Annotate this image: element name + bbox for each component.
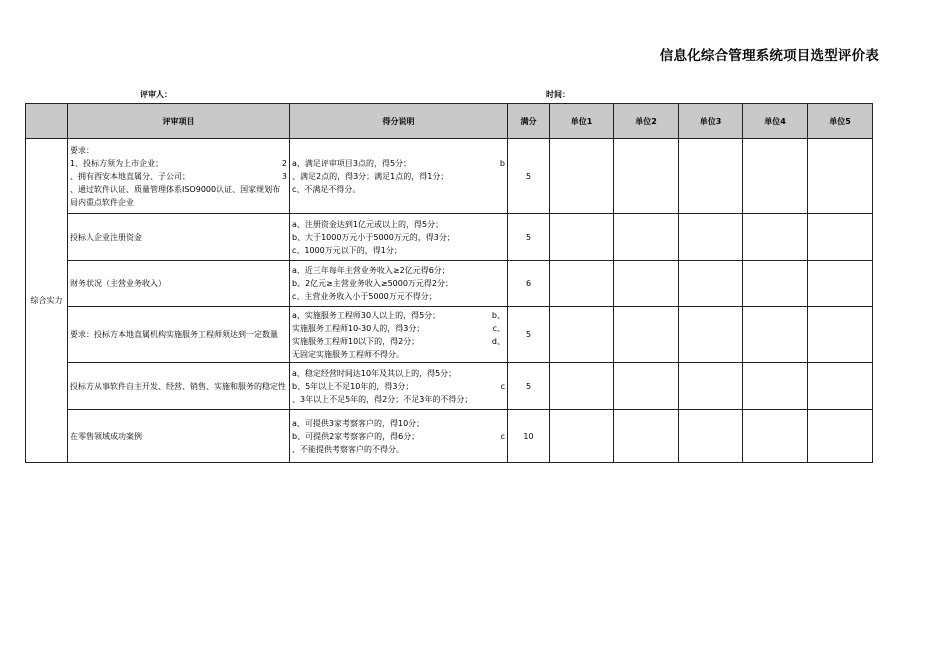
desc-cell (290, 139, 508, 214)
header-desc: 得分说明 (290, 104, 508, 139)
item-cell (68, 363, 290, 410)
desc-line (292, 309, 505, 322)
item-text: 在零售领域成功案例 (70, 431, 142, 441)
reviewer-label: 评审人： (140, 90, 172, 99)
desc-line (292, 231, 505, 244)
desc-line (292, 430, 505, 443)
full-score-cell: 5 (508, 139, 550, 214)
category-cell: 综合实力 (26, 139, 68, 463)
unit4-score-cell[interactable] (743, 363, 808, 410)
header-unit5: 单位5 (808, 104, 873, 139)
unit4-score-cell[interactable] (743, 410, 808, 463)
desc-cell (290, 214, 508, 261)
item-text: 要求： (70, 145, 94, 155)
table-row (26, 214, 873, 261)
unit3-score-cell[interactable] (679, 363, 743, 410)
item-line (70, 170, 287, 183)
item-cell (68, 139, 290, 214)
unit3-score-cell[interactable] (679, 261, 743, 307)
unit2-score-cell[interactable] (614, 363, 679, 410)
item-cell (68, 261, 290, 307)
desc-text: c、1000万元以下的，得1分； (292, 245, 402, 255)
desc-tail: c (500, 431, 505, 441)
desc-cell (290, 410, 508, 463)
desc-line (292, 322, 505, 335)
header-row (26, 104, 873, 139)
item-text: 1、投标方须为上市企业； (70, 158, 164, 168)
unit3-score-cell[interactable] (679, 214, 743, 261)
unit3-score-cell[interactable] (679, 410, 743, 463)
item-line (70, 157, 287, 170)
desc-text: 实施服务工程师10以下的，得2分； (292, 336, 420, 346)
full-score-cell: 6 (508, 261, 550, 307)
item-cell (68, 214, 290, 261)
desc-text: 、3年以上不足5年的，得2分；不足3年的不得分； (292, 394, 473, 404)
desc-cell (290, 363, 508, 410)
desc-line (292, 348, 505, 361)
unit2-score-cell[interactable] (614, 307, 679, 363)
header-unit1: 单位1 (550, 104, 614, 139)
desc-line (292, 264, 505, 277)
table-row (26, 261, 873, 307)
desc-tail: b、 (491, 310, 505, 320)
item-text: 、拥有西安本地直属分、子公司； (70, 171, 190, 181)
unit4-score-cell[interactable] (743, 214, 808, 261)
desc-text: c、不满足不得分。 (292, 184, 361, 194)
desc-text: 、满足2点的，得3分；满足1点的，得1分； (292, 171, 449, 181)
item-text: 财务状况（主营业务收入） (70, 279, 166, 288)
table-body (26, 139, 873, 463)
full-score-cell: 5 (508, 214, 550, 261)
header-full: 满分 (508, 104, 550, 139)
desc-line (292, 335, 505, 348)
unit5-score-cell[interactable] (808, 214, 873, 261)
desc-text: 无固定实施服务工程师不得分。 (292, 349, 404, 359)
desc-line (292, 443, 505, 456)
header-blank (26, 104, 68, 139)
unit5-score-cell[interactable] (808, 139, 873, 214)
desc-text: 实施服务工程师10-30人的，得3分； (292, 323, 425, 333)
item-cell (68, 307, 290, 363)
unit1-score-cell[interactable] (550, 139, 614, 214)
desc-text: c、主营业务收入小于5000万元不得分； (292, 292, 437, 301)
unit5-score-cell[interactable] (808, 307, 873, 363)
desc-text: a、稳定经营时间达10年及其以上的，得5分； (292, 368, 457, 378)
item-cell (68, 410, 290, 463)
item-line (70, 380, 287, 393)
header-unit4: 单位4 (743, 104, 808, 139)
desc-cell (290, 307, 508, 363)
unit1-score-cell[interactable] (550, 363, 614, 410)
table-row (26, 307, 873, 363)
desc-tail: d、 (491, 336, 505, 346)
desc-text: b、大于1000万元小于5000万元的，得3分； (292, 232, 455, 242)
unit2-score-cell[interactable] (614, 214, 679, 261)
desc-line (292, 393, 505, 406)
unit2-score-cell[interactable] (614, 410, 679, 463)
desc-tail: c (500, 381, 505, 391)
unit1-score-cell[interactable] (550, 214, 614, 261)
item-line (70, 183, 287, 209)
full-score-cell: 5 (508, 363, 550, 410)
table-row (26, 363, 873, 410)
desc-text: a、近三年每年主营业务收入≥2亿元得6分； (292, 266, 450, 275)
full-score-cell: 10 (508, 410, 550, 463)
desc-line (292, 183, 505, 196)
header-item: 评审项目 (68, 104, 290, 139)
unit5-score-cell[interactable] (808, 363, 873, 410)
desc-line (292, 170, 505, 183)
item-tail: 2 (281, 158, 287, 168)
desc-tail: c、 (492, 323, 505, 333)
desc-tail: b (499, 158, 505, 168)
item-text: 投标方从事软件自主开发、经营、销售、实施和服务的稳定性 (70, 381, 286, 391)
unit4-score-cell[interactable] (743, 261, 808, 307)
unit4-score-cell[interactable] (743, 307, 808, 363)
unit5-score-cell[interactable] (808, 261, 873, 307)
unit4-score-cell[interactable] (743, 139, 808, 214)
unit1-score-cell[interactable] (550, 307, 614, 363)
desc-text: a、注册资金达到1亿元或以上的，得5分； (292, 219, 444, 229)
desc-line (292, 417, 505, 430)
desc-line (292, 157, 505, 170)
item-text: 、通过软件认证、质量管理体系ISO9000认证、国家规划布局内重点软件企业 (70, 184, 281, 207)
item-text: 投标人企业注册资金 (70, 232, 142, 242)
unit1-score-cell[interactable] (550, 261, 614, 307)
desc-line (292, 277, 505, 290)
item-tail: 3 (281, 171, 287, 181)
desc-text: a、可提供3家考察客户的，得10分； (292, 418, 425, 428)
item-line (70, 430, 287, 443)
desc-cell (290, 261, 508, 307)
header-unit2: 单位2 (614, 104, 679, 139)
desc-text: a、满足评审项目3点的，得5分； (292, 158, 412, 168)
desc-line (292, 290, 505, 303)
item-line (70, 231, 287, 244)
desc-text: b、5年以上不足10年的，得3分； (292, 381, 414, 391)
desc-line (292, 218, 505, 231)
full-score-cell: 5 (508, 307, 550, 363)
desc-text: a、实施服务工程师30人以上的，得5分； (292, 310, 441, 320)
unit3-score-cell[interactable] (679, 139, 743, 214)
table-row (26, 410, 873, 463)
desc-text: b、2亿元≥主营业务收入≥5000万元得2分； (292, 279, 454, 288)
header-unit3: 单位3 (679, 104, 743, 139)
item-line (70, 277, 287, 290)
evaluation-table (25, 103, 873, 463)
unit2-score-cell[interactable] (614, 261, 679, 307)
desc-line (292, 244, 505, 257)
table-row (26, 139, 873, 214)
desc-line (292, 380, 505, 393)
unit3-score-cell[interactable] (679, 307, 743, 363)
unit2-score-cell[interactable] (614, 139, 679, 214)
unit1-score-cell[interactable] (550, 410, 614, 463)
item-line (70, 144, 287, 157)
desc-text: 、不能提供考察客户的不得分。 (292, 444, 404, 454)
unit5-score-cell[interactable] (808, 410, 873, 463)
desc-line (292, 367, 505, 380)
time-label: 时间： (546, 90, 570, 99)
desc-text: b、可提供2家考察客户的，得6分； (292, 431, 420, 441)
item-line (70, 328, 287, 341)
page-title: 信息化综合管理系统项目选型评价表 (659, 48, 879, 64)
item-text: 要求：投标方本地直属机构实施服务工程师须达到一定数量 (70, 330, 278, 339)
